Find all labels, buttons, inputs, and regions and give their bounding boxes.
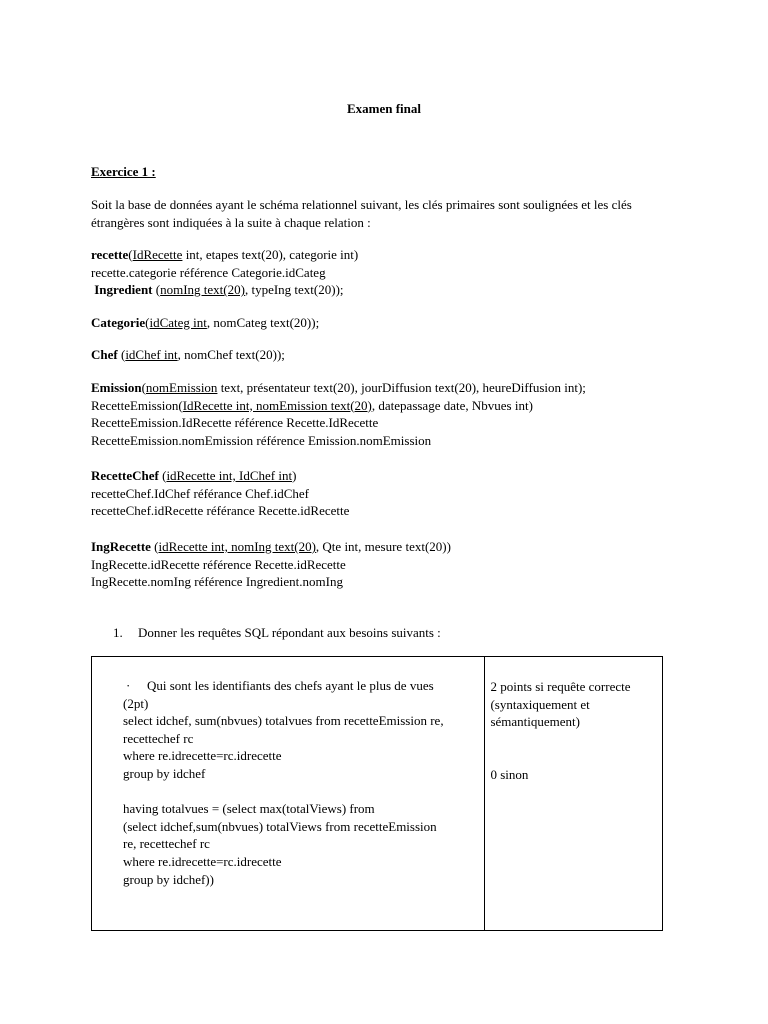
relation-name: IngRecette [91,539,151,554]
relation-recette-chef: RecetteChef (idRecette int, IdChef int) [91,468,297,483]
question-text: Donner les requêtes SQL répondant aux besoins suivants : [138,625,441,640]
foreign-key-line: IngRecette.nomIng référence Ingredient.nomIng [91,574,343,590]
relation-name: Chef [91,347,118,362]
sql-line: (select idchef,sum(nbvues) totalViews from recetteEmission [123,818,437,834]
page-title: Examen final [346,101,422,116]
primary-key: IdRecette int, nomEmission text(20) [182,397,372,413]
query-prompt: · Qui sont les identifiants des chefs ayant le plus de vues [123,677,476,695]
table-row [92,657,663,931]
primary-key: nomIng text(20) [160,282,245,298]
sql-line: recettechef rc [123,730,194,746]
grading-text: 2 points si requête correcte [490,679,631,694]
primary-key: idRecette int, IdChef int [166,468,293,483]
answer-table [91,656,663,931]
foreign-key-line: IngRecette.idRecette référence Recette.idRecette [91,556,346,572]
relation-ingredient: Ingredient (nomIng text(20), typeIng text(20)); [94,282,344,298]
relation-chef: Chef (idChef int, nomChef text(20)); [91,347,285,362]
exercise-heading: Exercice 1 : [91,164,156,179]
sql-line: where re.idrecette=rc.idrecette [123,748,282,764]
sql-line: group by idchef)) [123,871,214,887]
foreign-key-line: RecetteEmission.nomEmission référence Emission.nomEmission [91,432,432,448]
foreign-key-line: recetteChef.IdChef référance Chef.idChef [91,485,309,501]
foreign-key-line: recette.categorie référence Categorie.idCateg [91,264,326,280]
grading-text: sémantiquement) [490,714,580,730]
schema-ing-recette [91,538,691,591]
relation-categorie: Categorie(idCateg int, nomCateg text(20)); [91,315,320,330]
grading-cell [485,657,663,931]
relation-name: Emission [91,380,142,395]
question-number: 1. [113,625,123,640]
schema-emission [91,379,691,449]
sql-line: re, recettechef rc [123,836,210,852]
schema-recette [91,246,691,299]
primary-key: nomEmission [145,380,218,395]
question-item [113,624,441,642]
grading-text: (syntaxiquement et [490,696,590,712]
bullet-icon: · [126,678,131,693]
schema-recette-chef [91,467,691,520]
sql-line: where re.idrecette=rc.idrecette [123,853,282,869]
foreign-key-line: RecetteEmission.IdRecette référence Recette.IdRecette [91,415,379,431]
relation-recette: recette(IdRecette int, etapes text(20), categorie int) [91,247,359,262]
relation-ing-recette: IngRecette (idRecette int, nomIng text(20), Qte int, mesure text(20)) [91,539,451,554]
relation-name: Ingredient [94,282,153,298]
sql-line: group by idchef [123,765,206,781]
sql-line: select idchef, sum(nbvues) totalvues from recetteEmission re, [123,713,444,729]
relation-name: Categorie [91,315,146,330]
primary-key: IdRecette [132,247,183,262]
relation-emission: Emission(nomEmission text, présentateur text(20), jourDiffusion text(20), heureDiffusion int); [91,380,586,395]
foreign-key-line: recetteChef.idRecette référance Recette.idRecette [91,503,350,519]
primary-key: idChef int [125,347,178,362]
relation-name: recette [91,247,129,262]
relation-name: RecetteChef [91,468,159,483]
primary-key: idRecette int, nomIng text(20) [158,539,316,554]
sql-line: having totalvues = (select max(totalViews) from [123,801,375,817]
intro-paragraph: Soit la base de données ayant le schéma relationnel suivant, les clés primaires sont soulignées et les clés étrangères sont indiquées à la suite à chaque relation : [91,197,632,230]
grading-else: 0 sinon [490,766,529,782]
relation-recette-emission: RecetteEmission(IdRecette int, nomEmission text(20), datepassage date, Nbvues int) [91,397,533,413]
query-points: (2pt) [123,695,149,711]
query-cell [92,657,485,931]
primary-key: idCateg int [149,315,207,330]
